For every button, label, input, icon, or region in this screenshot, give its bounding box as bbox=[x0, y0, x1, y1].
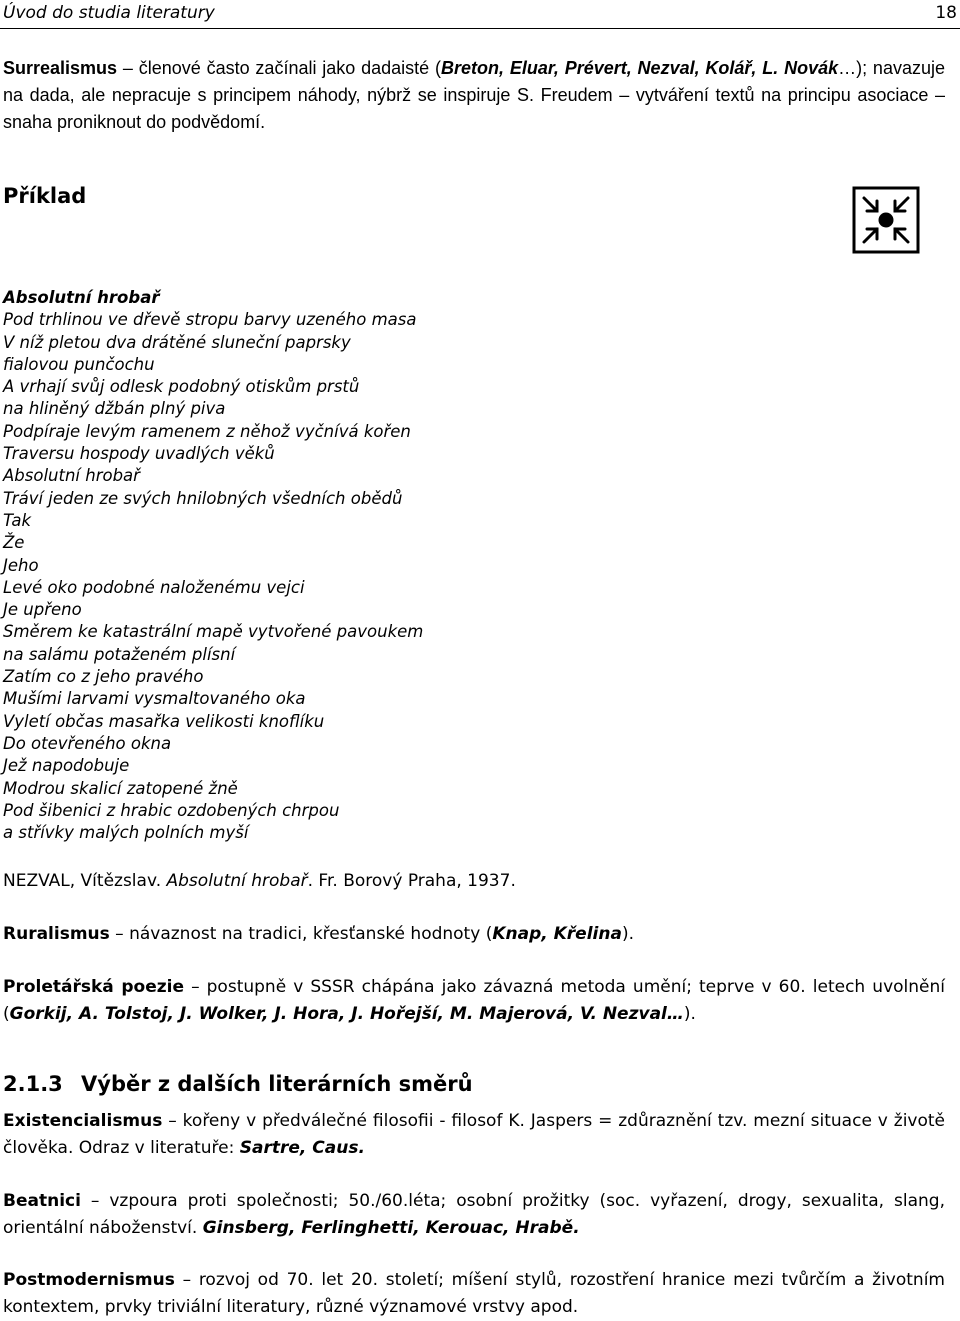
proletarian-names: Gorkij, A. Tolstoj, J. Wolker, J. Hora, J. Hořejší, M. Majerová, V. Nezval… bbox=[9, 1004, 684, 1024]
postmodernism-text: – rozvoj od 70. let 20. století; míšení stylů, rozostření hranice mezi tvůrčím a životním kontextem, prvky triviální literatury, různé významové vrstvy apod. bbox=[3, 1270, 945, 1317]
proletarian-paragraph bbox=[3, 974, 945, 1028]
poem-line: Je upřeno bbox=[3, 600, 82, 620]
term-proletarian-poetry: Proletářská poezie bbox=[3, 977, 184, 997]
proletarian-text: – postupně v SSSR chápána jako závazná metoda umění; teprve v 60. letech uvolnění ( bbox=[3, 977, 945, 1024]
term-surrealism: Surrealismus bbox=[3, 58, 118, 78]
poem-line: Tak bbox=[3, 510, 32, 530]
poem-line: Jeho bbox=[3, 555, 39, 575]
existentialism-text: – kořeny v předválečné filosofii - filosof K. Jaspers = zdůraznění tzv. mezní situace v životě člověka. Odraz v literatuře: bbox=[3, 1111, 945, 1158]
ruralism-text: – návaznost na tradici, křesťanské hodnoty ( bbox=[109, 924, 493, 944]
poem-line: Jež napodobuje bbox=[3, 756, 130, 776]
poem-line: Zatím co z jeho pravého bbox=[3, 667, 204, 687]
poem-line: Podpíraje levým ramenem z něhož vyčnívá kořen bbox=[3, 421, 411, 441]
poem-line: Traversu hospody uvadlých věků bbox=[3, 444, 275, 464]
section-number: 2.1.3 bbox=[3, 1072, 63, 1096]
postmodernism-paragraph bbox=[3, 1267, 945, 1321]
running-title: Úvod do studia literatury bbox=[3, 3, 215, 23]
poem-line: Že bbox=[3, 533, 25, 553]
proletarian-text-end: ). bbox=[683, 1004, 696, 1024]
page-header bbox=[0, 0, 960, 29]
section-title: Výběr z dalších literárních směrů bbox=[81, 1072, 473, 1096]
poem-line: na hliněný džbán plný piva bbox=[3, 399, 226, 419]
beatnici-names: Ginsberg, Ferlinghetti, Kerouac, Hrabě. bbox=[202, 1218, 580, 1238]
poem-line: Absolutní hrobař bbox=[3, 466, 140, 486]
citation-work: Absolutní hrobař bbox=[166, 871, 308, 891]
converging-arrows-icon bbox=[852, 186, 920, 254]
term-ruralism: Ruralismus bbox=[3, 924, 110, 944]
poem-title: Absolutní hrobař bbox=[3, 288, 160, 307]
term-existentialism: Existencialismus bbox=[3, 1111, 163, 1131]
section-heading bbox=[3, 1072, 473, 1096]
beatnici-text: – vzpoura proti společnosti; 50./60.léta; osobní prožitky (soc. vyřazení, drogy, sexualita, slang, orientální náboženství. bbox=[3, 1191, 945, 1238]
poem-line: Modrou skalicí zatopené žně bbox=[3, 778, 238, 798]
surrealism-text-1: – členové často začínali jako dadaisté ( bbox=[117, 58, 442, 78]
existentialism-paragraph bbox=[3, 1108, 945, 1162]
poem-line: Mušími larvami vysmaltovaného oka bbox=[3, 689, 306, 709]
poem-line: A vrhají svůj odlesk podobný otiskům prstů bbox=[3, 377, 360, 397]
poem-line: Směrem ke katastrální mapě vytvořené pavoukem bbox=[3, 622, 424, 642]
surrealism-paragraph bbox=[3, 55, 945, 136]
poem-line: fialovou punčochu bbox=[3, 354, 155, 374]
poem-line: Vyletí občas masařka velikosti knoflíku bbox=[3, 711, 325, 731]
poem-line: V níž pletou dva drátěné sluneční paprsky bbox=[3, 332, 351, 352]
poem-line: Pod šibenici z hrabic ozdobených chrpou bbox=[3, 800, 340, 820]
poem bbox=[3, 287, 703, 844]
example-heading: Příklad bbox=[3, 184, 87, 208]
beatnici-paragraph bbox=[3, 1188, 945, 1242]
poem-line: Do otevřeného okna bbox=[3, 733, 172, 753]
citation bbox=[3, 868, 945, 895]
poem-line: a střívky malých polních myší bbox=[3, 823, 249, 843]
existentialism-names: Sartre, Caus. bbox=[239, 1138, 365, 1158]
surrealism-text-2: ); navazuje na dada, ale nepracuje s principem náhody, nýbrž se inspiruje S. Freudem – vytváření textů na principu asociace – snaha proniknout do podvědomí. bbox=[3, 58, 945, 132]
citation-publisher: . Fr. Borový Praha, 1937. bbox=[307, 871, 516, 891]
citation-author: NEZVAL, Vítězslav. bbox=[3, 871, 167, 891]
poem-line: Levé oko podobné naloženému vejci bbox=[3, 577, 305, 597]
ruralism-text-end: ). bbox=[621, 924, 634, 944]
poem-line: na salámu potaženém plísní bbox=[3, 644, 236, 664]
term-beatnici: Beatnici bbox=[3, 1191, 81, 1211]
poem-line: Pod trhlinou ve dřevě stropu barvy uzeného masa bbox=[3, 310, 417, 330]
surrealism-ellipsis: … bbox=[838, 58, 857, 78]
page-number: 18 bbox=[935, 3, 957, 23]
surrealism-names: Breton, Eluar, Prévert, Nezval, Kolář, L. Novák bbox=[441, 58, 839, 78]
term-postmodernism: Postmodernismus bbox=[3, 1270, 175, 1290]
poem-line: Tráví jeden ze svých hnilobných všedních obědů bbox=[3, 488, 403, 508]
ruralism-names: Knap, Křelina bbox=[492, 924, 622, 944]
ruralism-paragraph bbox=[3, 921, 945, 948]
